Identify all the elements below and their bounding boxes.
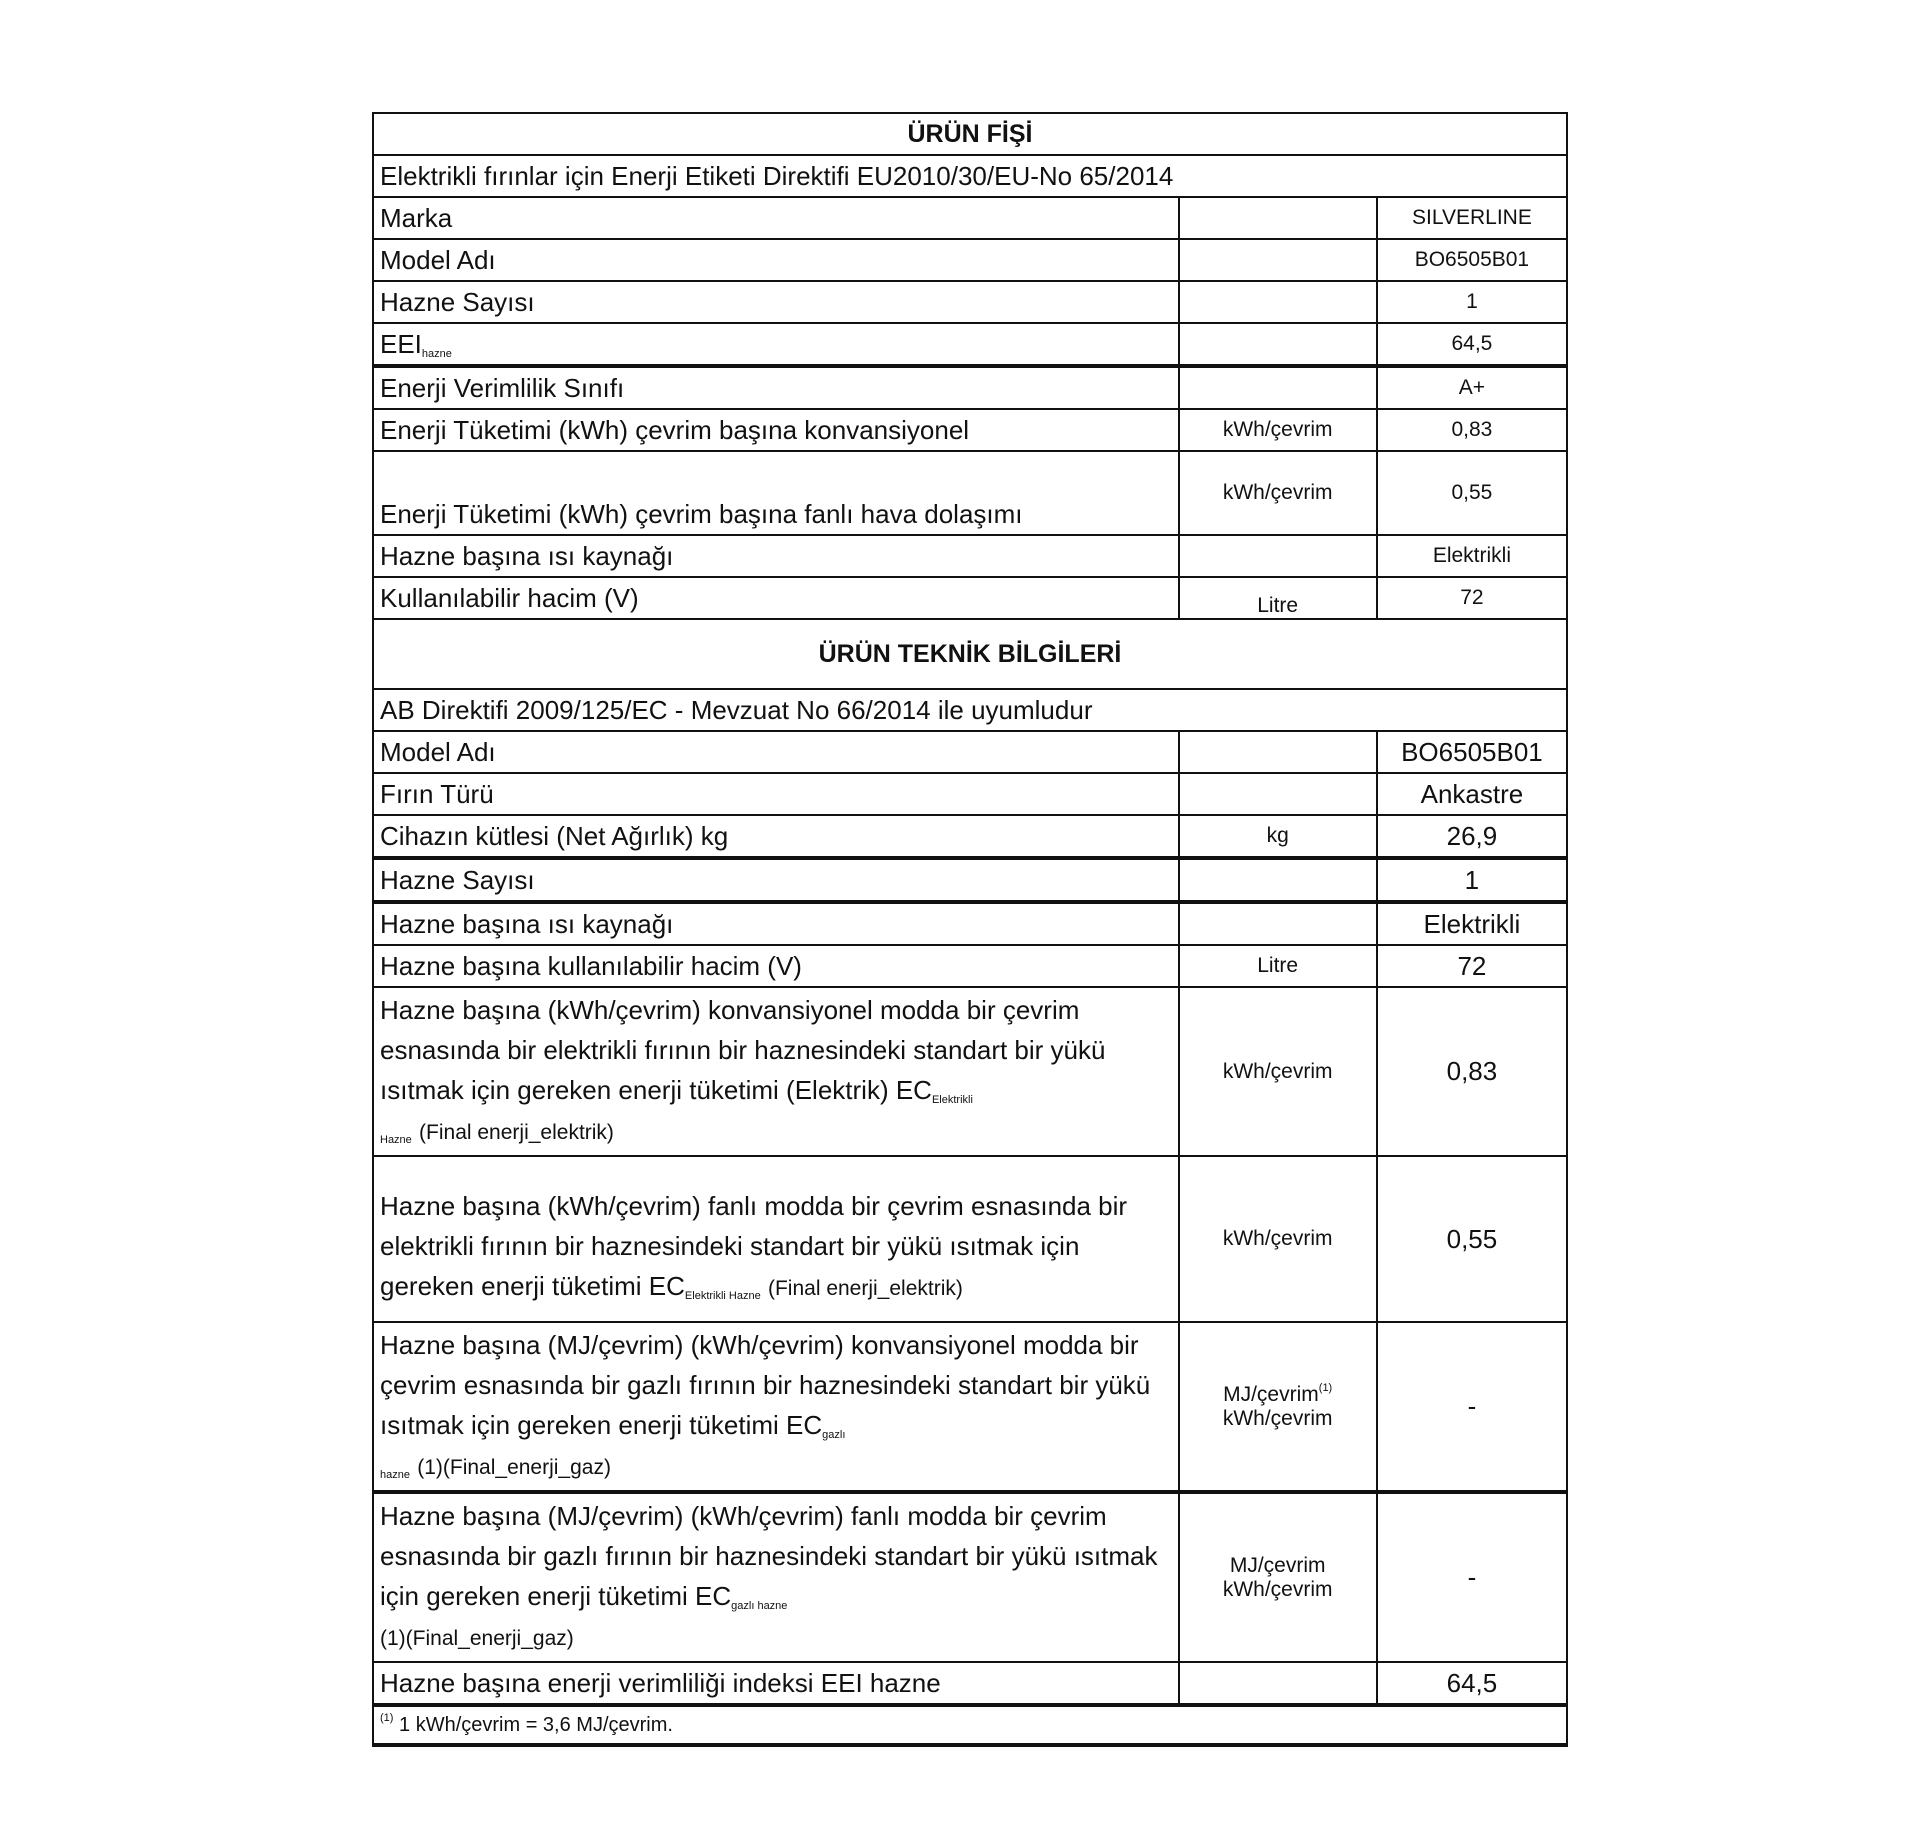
- row-label: [373, 323, 1179, 366]
- row-value: 64,5: [1377, 1662, 1567, 1705]
- row-label: Model Adı: [373, 239, 1179, 281]
- fisi-directive-row: [373, 155, 1567, 197]
- fisi-title: ÜRÜN FİŞİ: [373, 113, 1567, 155]
- row-label: Enerji Verimlilik Sınıfı: [373, 366, 1179, 409]
- row-value: 26,9: [1377, 815, 1567, 858]
- row-value: 64,5: [1377, 323, 1567, 366]
- row-value: 0,83: [1377, 409, 1567, 451]
- row-label-text: Hazne başına (MJ/çevrim) (kWh/çevrim) konvansiyonel modda bir çevrim esnasında bir gazlı fırının bir haznesindeki standart bir yükü ısıtmak için gereken enerji tüketimi EC: [380, 1330, 1151, 1440]
- row-value: 72: [1377, 577, 1567, 619]
- row-label: [373, 1322, 1179, 1492]
- table-row: [373, 535, 1567, 577]
- row-label-sub: Elektrikli Hazne: [684, 1289, 761, 1302]
- footnote: [373, 1705, 1567, 1745]
- table-row: [373, 451, 1567, 535]
- row-label-text: Hazne başına (MJ/çevrim) (kWh/çevrim) fanlı modda bir çevrim esnasında bir gazlı fırının bir haznesindeki standart bir yükü ısıtmak için gereken enerji tüketimi EC: [380, 1501, 1158, 1611]
- row-unit: kWh/çevrim: [1179, 987, 1377, 1156]
- row-label: Fırın Türü: [373, 773, 1179, 815]
- unit-line1: MJ/çevrim: [1223, 1382, 1319, 1406]
- row-label-tail: (1)(Final_enerji_gaz): [380, 1627, 574, 1650]
- row-label-tail: (Final enerji_elektrik): [767, 1276, 963, 1300]
- row-value: 72: [1377, 945, 1567, 987]
- row-unit: [1179, 281, 1377, 323]
- row-label-sub2: Hazne: [380, 1134, 412, 1146]
- unit-line1: MJ/çevrim: [1229, 1553, 1326, 1577]
- teknik-title: ÜRÜN TEKNİK BİLGİLERİ: [373, 619, 1567, 689]
- row-label: Hazne Sayısı: [373, 858, 1179, 902]
- eei-row: [373, 1662, 1567, 1705]
- row-label-sub2: hazne: [380, 1469, 410, 1481]
- row-label-tail: (1)(Final_enerji_gaz): [417, 1456, 611, 1479]
- row-unit: [1179, 197, 1377, 239]
- footnote-mark: (1): [380, 1711, 394, 1724]
- row-label: Model Adı: [373, 731, 1179, 773]
- table-row: [373, 409, 1567, 451]
- row-value: BO6505B01: [1377, 239, 1567, 281]
- fisi-directive: Elektrikli fırınlar için Enerji Etiketi Direktifi EU2010/30/EU-No 65/2014: [373, 155, 1567, 197]
- row-label: Hazne başına kullanılabilir hacim (V): [373, 945, 1179, 987]
- fisi-title-row: [373, 113, 1567, 155]
- row-value: BO6505B01: [1377, 731, 1567, 773]
- row-value: 1: [1377, 281, 1567, 323]
- row-label-sub: Elektrikli: [931, 1094, 973, 1106]
- row-value: -: [1377, 1492, 1567, 1662]
- teknik-directive: AB Direktifi 2009/125/EC - Mevzuat No 66/2014 ile uyumludur: [373, 689, 1567, 731]
- table-row: [373, 945, 1567, 987]
- row-label: [373, 1492, 1179, 1662]
- table-row: [373, 197, 1567, 239]
- row-label: Hazne Sayısı: [373, 281, 1179, 323]
- row-value: Elektrikli: [1377, 902, 1567, 945]
- row-unit: [1179, 366, 1377, 409]
- row-label: Marka: [373, 197, 1179, 239]
- row-unit: [1179, 858, 1377, 902]
- table-row: [373, 239, 1567, 281]
- footnote-row: [373, 1705, 1567, 1745]
- row-value: 0,55: [1377, 1156, 1567, 1322]
- row-value: 1: [1377, 858, 1567, 902]
- row-label: [373, 1156, 1179, 1322]
- eei-label: EEI: [380, 329, 422, 359]
- row-unit: [1179, 1322, 1377, 1492]
- row-unit: [1179, 731, 1377, 773]
- row-unit: kWh/çevrim: [1179, 1156, 1377, 1322]
- row-unit: kWh/çevrim: [1179, 451, 1377, 535]
- unit-line2: kWh/çevrim: [1222, 1406, 1333, 1430]
- table-row: [373, 1156, 1567, 1322]
- teknik-title-row: [373, 619, 1567, 689]
- table-row: [373, 281, 1567, 323]
- table-row: [373, 773, 1567, 815]
- row-unit: [1179, 323, 1377, 366]
- row-label: [373, 987, 1179, 1156]
- row-unit: [1179, 773, 1377, 815]
- row-label-text: Hazne başına (kWh/çevrim) konvansiyonel modda bir çevrim esnasında bir elektrikli fırının bir haznesindeki standart bir yükü ısıtmak için gereken enerji tüketimi (Elektrik) EC: [380, 995, 1106, 1105]
- row-label-tail: (Final enerji_elektrik): [419, 1121, 614, 1144]
- row-label: Hazne başına enerji verimliliği indeksi EEI hazne: [373, 1662, 1179, 1705]
- table-row: [373, 323, 1567, 366]
- table-row: [373, 987, 1567, 1156]
- footnote-ref: (1): [1318, 1381, 1333, 1394]
- row-unit: kg: [1179, 815, 1377, 858]
- row-value: 0,55: [1377, 451, 1567, 535]
- row-unit: [1179, 239, 1377, 281]
- row-label-text: Hazne başına (kWh/çevrim) fanlı modda bir çevrim esnasında bir elektrikli fırının bir haznesindeki standart bir yükü ısıtmak için gereken enerji tüketimi EC: [380, 1190, 1128, 1301]
- row-unit: [1179, 1492, 1377, 1662]
- table-row: [373, 366, 1567, 409]
- row-label: Kullanılabilir hacim (V): [373, 577, 1179, 619]
- table-row: [373, 1322, 1567, 1492]
- footnote-text: 1 kWh/çevrim = 3,6 MJ/çevrim.: [399, 1713, 673, 1736]
- row-value: Elektrikli: [1377, 535, 1567, 577]
- product-table: [372, 112, 1568, 1747]
- product-sheet: [372, 112, 1568, 1747]
- row-value: 0,83: [1377, 987, 1567, 1156]
- row-unit: [1179, 902, 1377, 945]
- row-value: A+: [1377, 366, 1567, 409]
- table-row: [373, 858, 1567, 902]
- row-label: Hazne başına ısı kaynağı: [373, 902, 1179, 945]
- row-unit: Litre: [1179, 577, 1377, 619]
- eei-label-sub: hazne: [421, 348, 452, 360]
- row-label: Enerji Tüketimi (kWh) çevrim başına fanlı hava dolaşımı: [373, 451, 1179, 535]
- row-value: SILVERLINE: [1377, 197, 1567, 239]
- row-unit: [1179, 1662, 1377, 1705]
- teknik-directive-row: [373, 689, 1567, 731]
- table-row: [373, 577, 1567, 619]
- row-label-sub: gazlı: [822, 1429, 846, 1441]
- row-value: -: [1377, 1322, 1567, 1492]
- row-label: Cihazın kütlesi (Net Ağırlık) kg: [373, 815, 1179, 858]
- row-unit: kWh/çevrim: [1179, 409, 1377, 451]
- row-label-sub: gazlı hazne: [731, 1600, 788, 1612]
- table-row: [373, 731, 1567, 773]
- table-row: [373, 815, 1567, 858]
- row-unit: Litre: [1179, 945, 1377, 987]
- row-unit: [1179, 535, 1377, 577]
- unit-line2: kWh/çevrim: [1222, 1577, 1333, 1601]
- row-value: Ankastre: [1377, 773, 1567, 815]
- row-label: Enerji Tüketimi (kWh) çevrim başına konvansiyonel: [373, 409, 1179, 451]
- row-label: Hazne başına ısı kaynağı: [373, 535, 1179, 577]
- table-row: [373, 1492, 1567, 1662]
- table-row: [373, 902, 1567, 945]
